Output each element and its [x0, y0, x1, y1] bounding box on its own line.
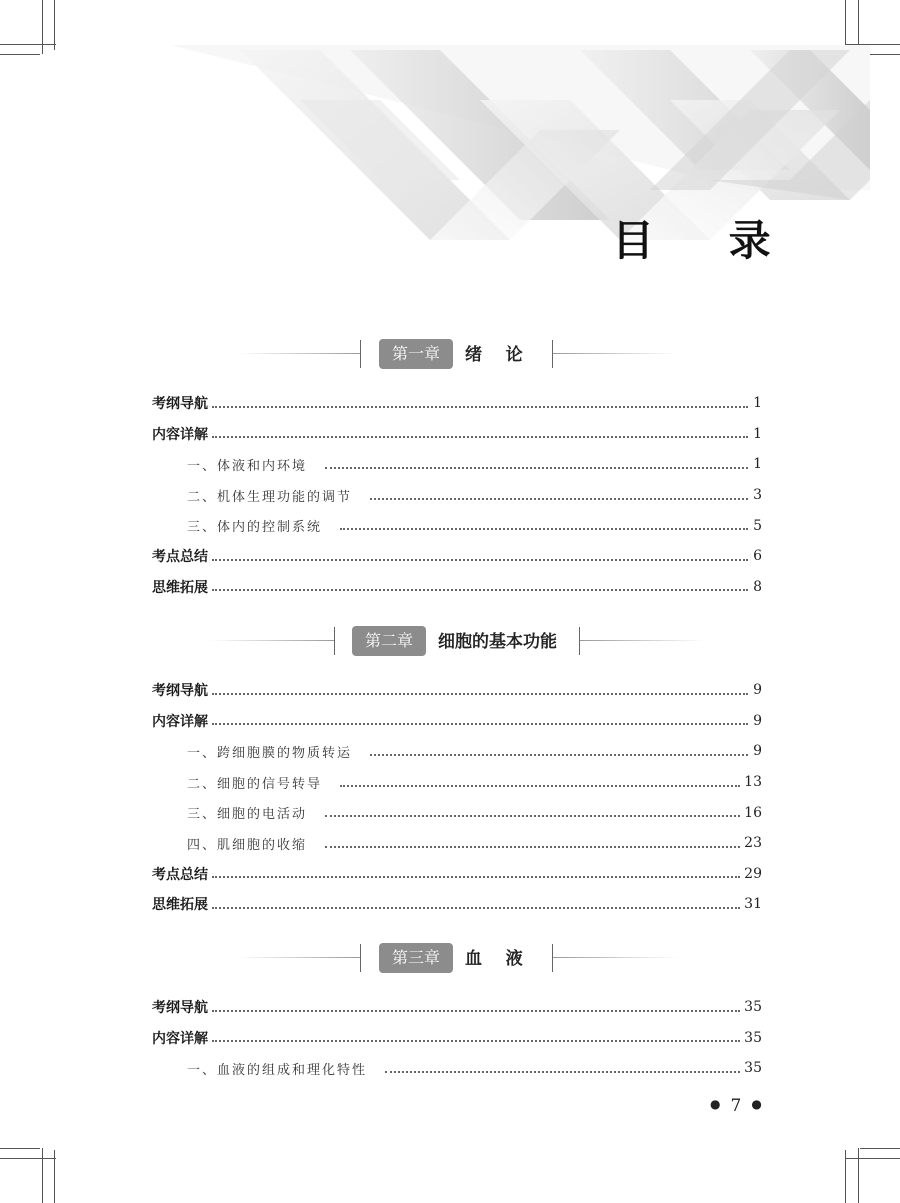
divider: [552, 944, 553, 972]
page-footer: [700, 1096, 770, 1116]
leader-dots: [370, 753, 748, 756]
entry-label: 考点总结: [152, 549, 208, 566]
entry-label: 一、跨细胞膜的物质转运: [187, 745, 353, 761]
leader-dots: [340, 784, 740, 787]
entry-label: 考点总结: [152, 866, 208, 883]
page-number: 35: [744, 1029, 762, 1046]
chapter-badge: 第三章: [379, 943, 453, 973]
toc-list: [0, 388, 900, 602]
divider: [553, 957, 678, 958]
leader-dots: [212, 435, 748, 438]
divider: [553, 353, 678, 354]
divider: [360, 944, 361, 972]
page-number: 35: [744, 999, 762, 1016]
page-number: 31: [744, 896, 762, 913]
page-number: 9: [753, 682, 762, 699]
toc-entry[interactable]: [152, 706, 762, 737]
chapter-header: [0, 338, 900, 374]
bullet-icon: ●: [751, 1097, 762, 1111]
toc-entry[interactable]: [152, 1023, 762, 1054]
entry-label: 内容详解: [152, 1030, 208, 1047]
chapter-section: [0, 625, 900, 920]
page-number: 1: [753, 395, 762, 412]
toc-entry[interactable]: [152, 859, 762, 890]
leader-dots: [212, 558, 748, 561]
entry-label: 三、细胞的电活动: [187, 807, 308, 823]
leader-dots: [212, 906, 740, 909]
entry-label: 内容详解: [152, 426, 208, 443]
page-number: 1: [753, 425, 762, 442]
leader-dots: [212, 1009, 740, 1012]
leader-dots: [212, 1039, 740, 1042]
leader-dots: [212, 405, 748, 408]
leader-dots: [212, 692, 748, 695]
page-number: 1: [753, 456, 762, 473]
entry-label: 三、体内的控制系统: [187, 520, 323, 536]
leader-dots: [325, 814, 740, 817]
page-number: 9: [753, 712, 762, 729]
toc-list: [0, 675, 900, 920]
page-number: 29: [744, 865, 762, 882]
entry-label: 考纲导航: [152, 396, 208, 413]
entry-label: 内容详解: [152, 713, 208, 730]
divider: [552, 340, 553, 368]
toc-entry[interactable]: [152, 889, 762, 920]
entry-label: 考纲导航: [152, 1000, 208, 1017]
page-number: 9: [753, 743, 762, 760]
chapter-title: 血 液: [465, 949, 523, 969]
chapter-title: 细胞的基本功能: [438, 632, 557, 652]
chapter-section: [0, 942, 900, 1084]
leader-dots: [340, 527, 748, 530]
toc-subentry[interactable]: [187, 767, 762, 798]
toc-subentry[interactable]: [187, 797, 762, 828]
toc-subentry[interactable]: [187, 736, 762, 767]
page-number: 6: [753, 548, 762, 565]
divider: [360, 340, 361, 368]
entry-label: 四、肌细胞的收缩: [187, 837, 308, 853]
chapter-header: [0, 625, 900, 661]
page-number: 13: [744, 774, 762, 791]
chapter-badge: 第一章: [379, 339, 453, 369]
bullet-icon: ●: [710, 1097, 721, 1111]
divider: [334, 627, 335, 655]
page-title: 目 录: [612, 216, 801, 265]
leader-dots: [212, 722, 748, 725]
toc-subentry[interactable]: [187, 1053, 762, 1084]
toc-entry[interactable]: [152, 541, 762, 572]
toc-subentry[interactable]: [187, 510, 762, 541]
leader-dots: [325, 845, 740, 848]
entry-label: 二、机体生理功能的调节: [187, 489, 353, 505]
toc-subentry[interactable]: [187, 828, 762, 859]
leader-dots: [212, 588, 748, 591]
chapter-header: [0, 942, 900, 978]
entry-label: 二、细胞的信号转导: [187, 776, 323, 792]
page-number: 23: [744, 835, 762, 852]
leader-dots: [370, 497, 748, 500]
leader-dots: [385, 1070, 740, 1073]
toc-entry[interactable]: [152, 992, 762, 1023]
divider: [210, 640, 334, 641]
leader-dots: [325, 466, 748, 469]
entry-label: 一、血液的组成和理化特性: [187, 1062, 368, 1078]
entry-label: 思维拓展: [152, 897, 208, 914]
toc-entry[interactable]: [152, 419, 762, 450]
toc-entry[interactable]: [152, 388, 762, 419]
page-number: 5: [753, 517, 762, 534]
toc-subentry[interactable]: [187, 480, 762, 511]
entry-label: 一、体液和内环境: [187, 458, 308, 474]
divider: [580, 640, 705, 641]
entry-label: 思维拓展: [152, 579, 208, 596]
divider: [579, 627, 580, 655]
divider: [238, 957, 360, 958]
page-number: 3: [753, 487, 762, 504]
entry-label: 考纲导航: [152, 683, 208, 700]
chapter-title: 绪 论: [465, 345, 523, 365]
toc-list: [0, 992, 900, 1084]
page-number: 8: [753, 578, 762, 595]
chapter-badge: 第二章: [352, 626, 426, 656]
page-number-footer: 7: [730, 1096, 742, 1116]
leader-dots: [212, 875, 740, 878]
toc-subentry[interactable]: [187, 449, 762, 480]
divider: [238, 353, 360, 354]
toc-entry[interactable]: [152, 675, 762, 706]
chapter-section: [0, 338, 900, 602]
page-number: 16: [744, 804, 762, 821]
page-number: 35: [744, 1060, 762, 1077]
toc-entry[interactable]: [152, 572, 762, 603]
